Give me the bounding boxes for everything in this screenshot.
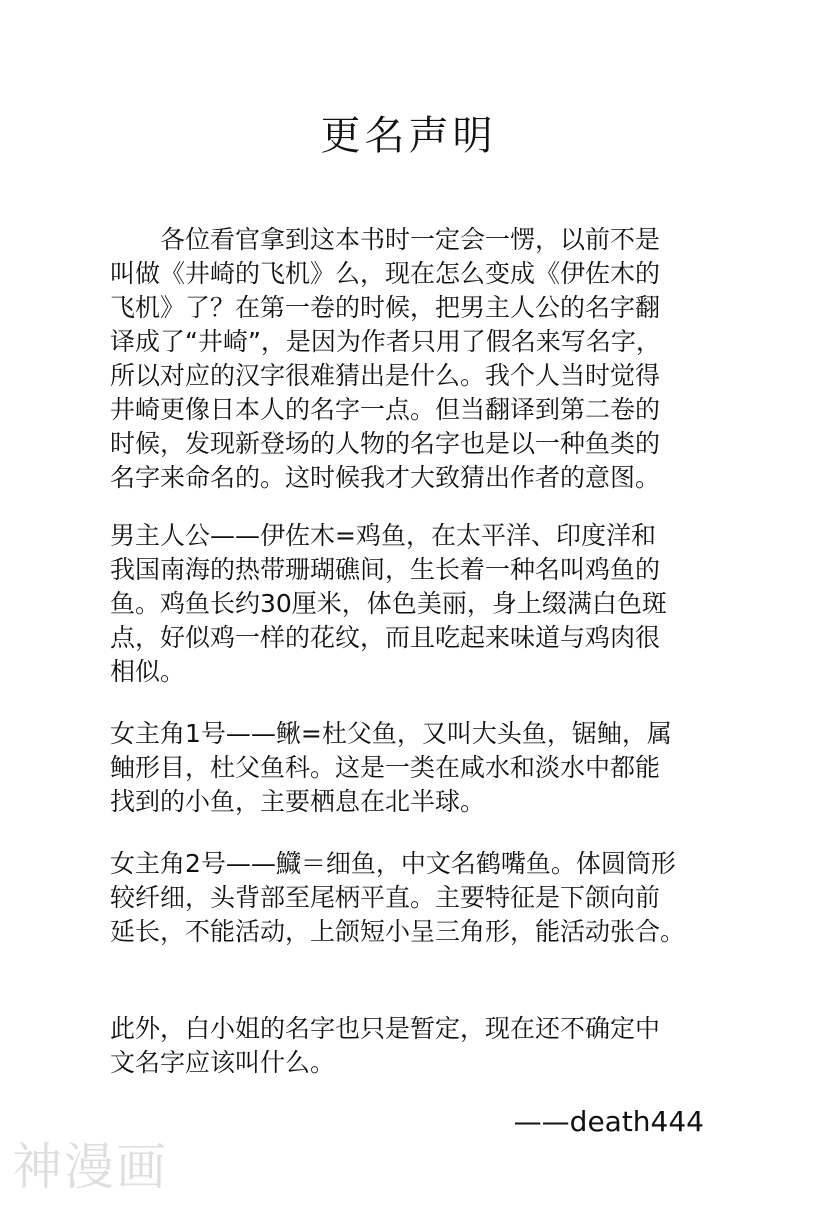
text-line: 较纤细，头背部至尾柄平直。主要特征是下颌向前	[110, 883, 661, 912]
text-line: 女主角1号——鳅=杜父鱼，又叫大头鱼，锯鲉，属	[110, 719, 672, 748]
text-line: 我国南海的热带珊瑚礁间，生长着一种名叫鸡鱼的	[110, 555, 661, 584]
text-line: 各位看官拿到这本书时一定会一愣，以前不是	[160, 225, 661, 254]
paragraph-female-lead-2	[110, 847, 720, 949]
text-line: 飞机》了？在第一卷的时候，把男主人公的名字翻	[110, 293, 661, 322]
text-line: 鲉形目，杜父鱼科。这是一类在咸水和淡水中都能	[110, 753, 661, 782]
text-line: 时候，发现新登场的人物的名字也是以一种鱼类的	[110, 429, 661, 458]
text-line: 女主角2号——鱵＝细鱼，中文名鹤嘴鱼。体圆筒形	[110, 849, 676, 878]
paragraph-female-lead-1	[110, 717, 720, 819]
text-line: 相似。	[110, 657, 186, 686]
text-line: 点，好似鸡一样的花纹，而且吃起来味道与鸡肉很	[110, 623, 661, 652]
page-title: 更名声明	[320, 113, 497, 159]
text-line: 叫做《井崎的飞机》么，现在怎么变成《伊佐木的	[110, 259, 661, 288]
watermark-logo: 神漫画	[12, 1138, 168, 1196]
text-line: 此外，白小姐的名字也只是暂定，现在还不确定中	[110, 1014, 661, 1043]
text-line: 井崎更像日本人的名字一点。但当翻译到第二卷的	[110, 395, 661, 424]
text-line: 所以对应的汉字很难猜出是什么。我个人当时觉得	[110, 361, 661, 390]
text-line: 译成了“井崎”，是因为作者只用了假名来写名字，	[110, 327, 661, 356]
text-line: 男主人公——伊佐木=鸡鱼，在太平洋、印度洋和	[110, 521, 656, 550]
text-line: 鱼。鸡鱼长约30厘米，体色美丽，身上缀满白色斑	[110, 589, 667, 618]
text-line: 延长，不能活动，上颌短小呈三角形，能活动张合。	[110, 917, 686, 946]
text-line: 名字来命名的。这时候我才大致猜出作者的意图。	[110, 463, 661, 492]
text-line: 找到的小鱼，主要栖息在北半球。	[110, 787, 486, 816]
text-line: 文名字应该叫什么。	[110, 1048, 336, 1077]
paragraph-closing-note	[110, 1012, 720, 1080]
paragraph-male-lead	[110, 519, 720, 689]
author-signature: ——death444	[513, 1105, 704, 1138]
paragraph-intro	[110, 223, 720, 495]
